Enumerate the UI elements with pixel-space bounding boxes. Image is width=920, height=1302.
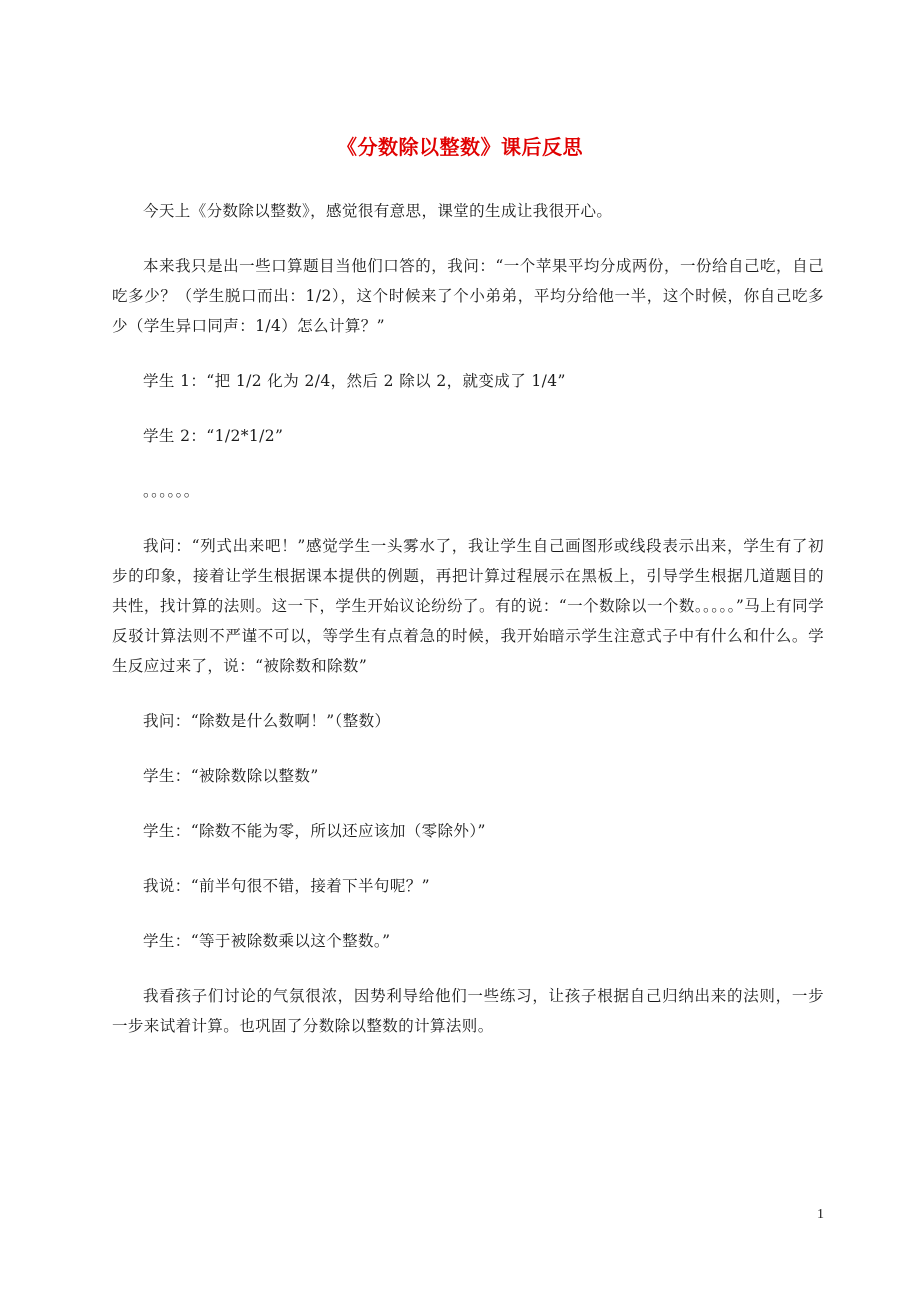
paragraph: 学生 2：“1/2*1/2” [143,427,284,445]
paragraph: 。。。。。。 [143,482,200,500]
paragraph: 我看孩子们讨论的气氛很浓，因势利导给他们一些练习，让孩子根据自己归纳出来的法则，一步一步来试着计算。也巩固了分数除以整数的计算法则。 [112,987,824,1035]
paragraph: 我问：“除数是什么数啊！”（整数） [143,712,391,730]
paragraph: 今天上《分数除以整数》，感觉很有意思，课堂的生成让我很开心。 [143,202,613,220]
paragraph: 我说：“前半句很不错，接着下半句呢？” [143,877,430,895]
paragraph: 学生：“除数不能为零，所以还应该加（零除外）” [143,822,486,840]
paragraph: 我问：“列式出来吧！”感觉学生一头雾水了，我让学生自己画图形或线段表示出来，学生有了初步的印象，接着让学生根据课本提供的例题，再把计算过程展示在黑板上，引导学生根据几道题目的共性，找计算的法则。这一下，学生开始议论纷纷了。有的说：“一个数除以一个数。。。。。”马上有同学反驳计算法则不严谨不可以，等学生有点着急的时候，我开始暗示学生注意式子中有什么和什么。学生反应过来了，说：“被除数和除数” [112,537,824,675]
page-number: 1 [817,1207,824,1222]
paragraph: 学生：“等于被除数乘以这个整数。” [143,932,391,950]
document-body [112,196,824,1066]
paragraph: 本来我只是出一些口算题目当他们口答的，我问：“一个苹果平均分成两份，一份给自己吃，自己吃多少？（学生脱口而出：1/2），这个时候来了个小弟弟，平均分给他一半，这个时候，你自己吃多少（学生异口同声：1/4）怎么计算？” [112,257,824,335]
paragraph: 学生 1：“把 1/2 化为 2/4，然后 2 除以 2，就变成了 1/4” [143,372,566,390]
paragraph: 学生：“被除数除以整数” [143,767,319,785]
document-title: 《分数除以整数》课后反思 [337,135,583,159]
